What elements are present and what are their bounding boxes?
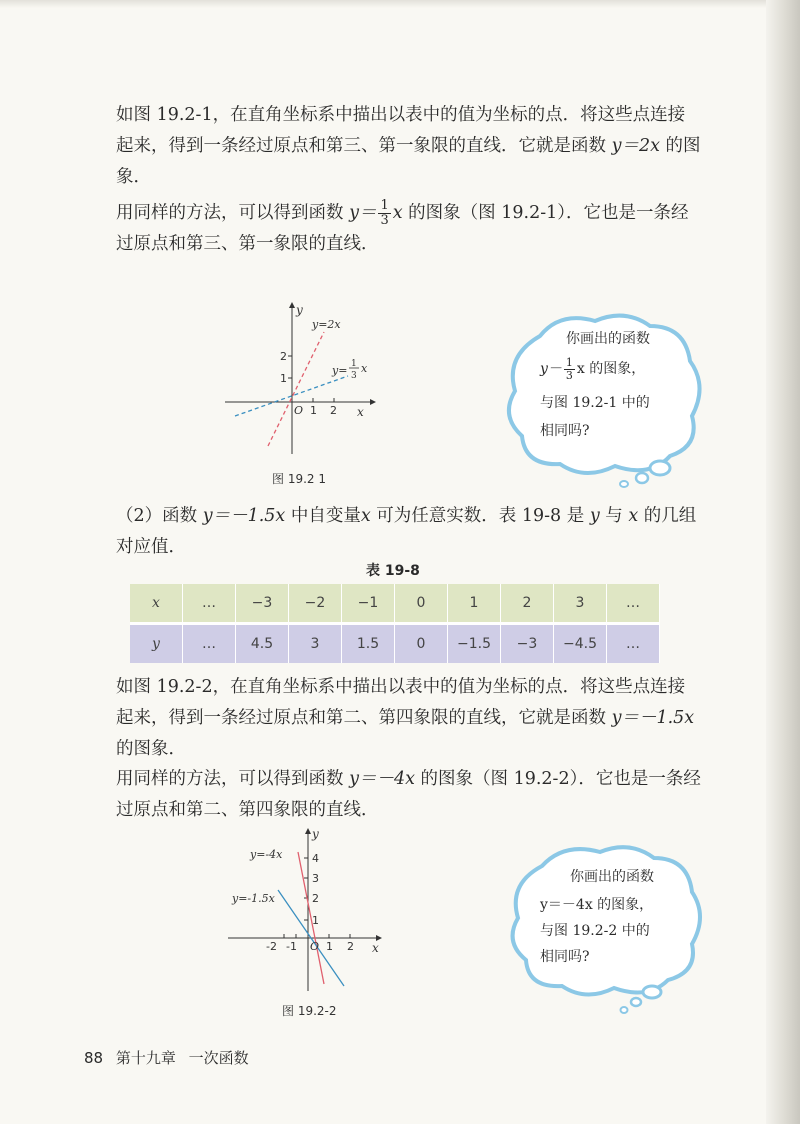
table-cell: y [130, 624, 183, 664]
cloud-1-line-3: 与图 19.2-1 中的 [540, 395, 650, 411]
table-cell: −3 [236, 584, 289, 624]
svg-text:1: 1 [351, 359, 357, 369]
table-cell: 4.5 [236, 624, 289, 664]
svg-text:4: 4 [312, 852, 319, 865]
svg-text:2: 2 [347, 940, 354, 953]
table-cell: −1.5 [448, 624, 501, 664]
svg-text:1: 1 [312, 914, 319, 927]
page-spine-shadow [766, 0, 800, 1124]
fig1-origin-label: O [294, 404, 304, 417]
line-y-2x [268, 332, 324, 446]
page-top-shadow [0, 0, 800, 8]
table-cell: −1 [342, 584, 395, 624]
svg-text:-2: -2 [266, 940, 277, 953]
fig1-tick-y2: 2 [280, 350, 287, 363]
fig2-label-4x: y=-4x [250, 848, 283, 861]
cloud-2-line-2: y＝－4x 的图象， [540, 897, 654, 913]
paragraph-4: 如图 19.2-2，在直角坐标系中描出以表中的值为坐标的点．将这些点连接起来，得到一条经过原点和第二、第四象限的直线，它就是函数 y＝－1.5x 的图象． [116, 677, 695, 759]
figure-19-2-2-graph [226, 826, 386, 996]
table-cell: 1 [448, 584, 501, 624]
paragraph-3: （2）函数 y＝－1.5x 中自变量x 可为任意实数．表 19-8 是 y 与 x 的几组对应值． [116, 506, 697, 557]
cloud-2-line-3: 与图 19.2-2 中的 [540, 923, 650, 939]
fig1-y-axis-label: y [296, 303, 303, 317]
fig1-label-2x: y=2x [312, 318, 341, 331]
table-row-x [130, 584, 660, 624]
table-row-y [130, 624, 660, 664]
table-title: 表 19-8 [366, 563, 420, 579]
table-cell: 0 [395, 584, 448, 624]
table-cell: … [183, 584, 236, 624]
table-cell: 1.5 [342, 624, 395, 664]
chapter-title: 一次函数 [188, 1049, 249, 1067]
table-cell: … [607, 584, 660, 624]
svg-text:3: 3 [351, 371, 357, 381]
fig1-tick-x2: 2 [330, 404, 337, 417]
fig1-label-third-y: y= [332, 364, 348, 377]
cloud-2-line-4: 相同吗? [540, 949, 590, 965]
paragraph-2: 用同样的方法，可以得到函数 y＝ $\frac{1}{3}$ x 的图象（图 19.2-1）．它也是一条经过原点和第三、第一象限的直线． [116, 198, 689, 254]
table-cell: −2 [289, 584, 342, 624]
fraction-one-third: $\frac{1}{3}$ [380, 198, 389, 228]
svg-text:3: 3 [312, 872, 319, 885]
cloud-1-line-1: 你画出的函数 [566, 331, 650, 347]
figure-19-2-1-graph [220, 296, 380, 456]
figure-1-caption: 图 19.2 1 [272, 472, 326, 486]
cloud-1-line-2: y－ $\frac{1}{3}$ x 的图象， [540, 355, 646, 382]
value-table [130, 584, 660, 663]
table-cell: −3 [501, 624, 554, 664]
table-cell: 2 [501, 584, 554, 624]
chapter-label: 第十九章 [115, 1049, 176, 1067]
fig2-label-1-5x: y=-1.5x [232, 892, 275, 905]
page-number: 88 [84, 1049, 104, 1067]
fig2-origin-label: O [310, 940, 320, 953]
fig2-x-axis-label: x [372, 941, 379, 955]
cloud-2-line-1: 你画出的函数 [570, 869, 654, 885]
fig2-y-axis-label: y [312, 827, 319, 841]
table-cell: x [130, 584, 183, 624]
paragraph-5: 用同样的方法，可以得到函数 y＝－4x 的图象（图 19.2-2）．它也是一条经过原点和第二、第四象限的直线． [116, 769, 701, 820]
table-cell: 3 [554, 584, 607, 624]
figure-2-caption: 图 19.2-2 [282, 1004, 337, 1018]
line-y-neg-4x [298, 852, 324, 984]
page-footer [84, 1047, 257, 1068]
svg-text:x: x [361, 362, 368, 375]
table-cell: 3 [289, 624, 342, 664]
fig1-tick-y1: 1 [280, 372, 287, 385]
paragraph-1: 如图 19.2-1，在直角坐标系中描出以表中的值为坐标的点．将这些点连接起来，得到一条经过原点和第三、第一象限的直线．它就是函数 y＝2x 的图象． [116, 105, 701, 187]
table-cell: … [607, 624, 660, 664]
fig1-tick-x1: 1 [310, 404, 317, 417]
fig1-x-axis-label: x [357, 405, 364, 419]
equation-y-2x: y＝2x [611, 136, 660, 156]
svg-text:2: 2 [312, 892, 319, 905]
table-cell: … [183, 624, 236, 664]
cloud-1-line-4: 相同吗? [540, 423, 590, 439]
table-cell: 0 [395, 624, 448, 664]
svg-text:1: 1 [326, 940, 333, 953]
table-cell: −4.5 [554, 624, 607, 664]
svg-text:-1: -1 [286, 940, 297, 953]
